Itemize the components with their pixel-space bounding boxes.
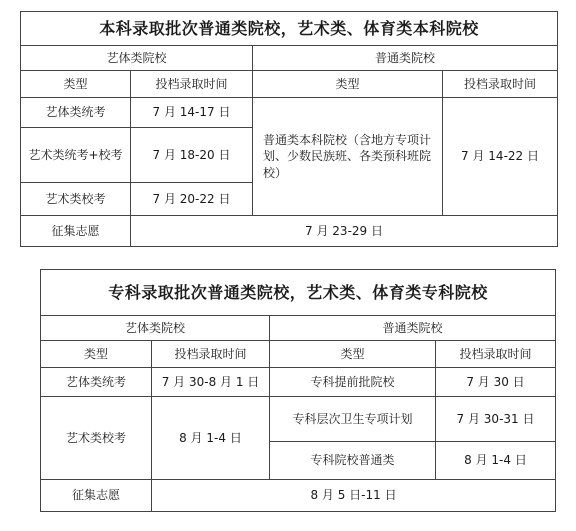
column-header-type: 类型 bbox=[41, 341, 152, 368]
art-time-cell: 8 月 1-4 日 bbox=[152, 397, 270, 480]
general-time-cell: 7 月 14-22 日 bbox=[443, 98, 558, 216]
supplement-time: 8 月 5 日-11 日 bbox=[152, 480, 556, 512]
general-header: 普通类院校 bbox=[270, 316, 556, 341]
table-row bbox=[41, 397, 556, 442]
table-row bbox=[21, 98, 558, 128]
table-title: 专科录取批次普通类院校，艺术类、体育类专科院校 bbox=[41, 270, 556, 316]
table-row bbox=[21, 216, 558, 247]
general-column-header-type: 类型 bbox=[253, 71, 443, 98]
general-time-cell: 8 月 1-4 日 bbox=[436, 442, 556, 480]
general-column-header-time: 投档录取时间 bbox=[443, 71, 558, 98]
art-type-cell: 艺术类校考 bbox=[21, 183, 131, 216]
art-type-cell: 艺体类统考 bbox=[41, 368, 152, 397]
art-time-cell: 7 月 18-20 日 bbox=[131, 128, 253, 183]
supplement-label: 征集志愿 bbox=[21, 216, 131, 247]
general-column-header-time: 投档录取时间 bbox=[436, 341, 556, 368]
column-header-type: 类型 bbox=[21, 71, 131, 98]
general-type-cell: 专科院校普通类 bbox=[270, 442, 436, 480]
art-type-cell: 艺术类统考+校考 bbox=[21, 128, 131, 183]
art-type-cell: 艺术类校考 bbox=[41, 397, 152, 480]
general-column-header-type: 类型 bbox=[270, 341, 436, 368]
supplement-label: 征集志愿 bbox=[41, 480, 152, 512]
general-time-cell: 7 月 30 日 bbox=[436, 368, 556, 397]
general-type-cell: 专科提前批院校 bbox=[270, 368, 436, 397]
table-row bbox=[41, 480, 556, 512]
art-sports-header: 艺体类院校 bbox=[41, 316, 270, 341]
general-type-cell: 专科层次卫生专项计划 bbox=[270, 397, 436, 442]
table-title: 本科录取批次普通类院校，艺术类、体育类本科院校 bbox=[21, 12, 558, 46]
undergraduate-admission-table bbox=[20, 11, 558, 247]
art-time-cell: 7 月 14-17 日 bbox=[131, 98, 253, 128]
art-type-cell: 艺体类统考 bbox=[21, 98, 131, 128]
art-time-cell: 7 月 20-22 日 bbox=[131, 183, 253, 216]
junior-college-admission-table bbox=[40, 269, 556, 512]
column-header-time: 投档录取时间 bbox=[152, 341, 270, 368]
column-header-time: 投档录取时间 bbox=[131, 71, 253, 98]
general-time-cell: 7 月 30-31 日 bbox=[436, 397, 556, 442]
general-type-cell: 普通类本科院校（含地方专项计划、少数民族班、各类预科班院校） bbox=[253, 98, 443, 216]
supplement-time: 7 月 23-29 日 bbox=[131, 216, 558, 247]
table-row bbox=[41, 368, 556, 397]
general-header: 普通类院校 bbox=[253, 46, 558, 71]
art-sports-header: 艺体类院校 bbox=[21, 46, 253, 71]
art-time-cell: 7 月 30-8 月 1 日 bbox=[152, 368, 270, 397]
